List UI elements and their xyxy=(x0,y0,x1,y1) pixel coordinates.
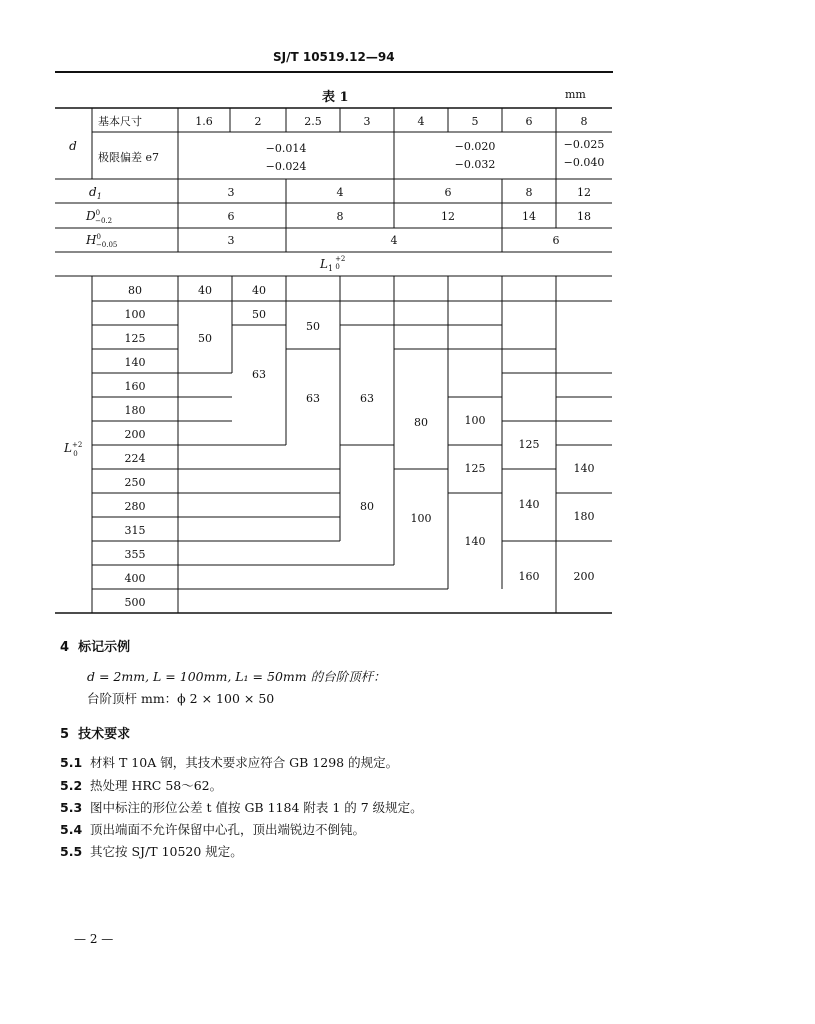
requirement-5.3: 5.3 图中标注的形位公差 t 值按 GB 1184 附表 1 的 7 级规定。 xyxy=(60,800,423,815)
basic-size-2: 2 xyxy=(254,115,262,128)
L1-cell: 180 xyxy=(573,510,595,523)
section-5-number: 5 xyxy=(60,727,70,742)
L-value: 224 xyxy=(124,452,146,465)
basic-size-8: 8 xyxy=(580,115,588,128)
L1-cell: 50 xyxy=(306,320,320,333)
L-value: 100 xyxy=(124,308,146,321)
L-value: 315 xyxy=(124,524,146,537)
section-4-example-line1: d = 2mm, L = 100mm, L₁ = 50mm 的台阶顶杆： xyxy=(87,669,386,684)
H-label: $H^0 -0.05$ xyxy=(86,233,118,249)
tolerance-group2-lower: −0.032 xyxy=(454,158,496,171)
L1-cell: 63 xyxy=(360,392,374,405)
section-4-title: 标记示例 xyxy=(78,640,131,655)
L1-label: $L_1^{+2}$ 0 xyxy=(320,255,346,273)
H-value-3: 6 xyxy=(552,234,560,247)
L1-cell: 160 xyxy=(518,570,540,583)
L-label: $L^{+2}$ 0 xyxy=(64,441,83,458)
D-value-5: 18 xyxy=(577,210,591,223)
L1-cell: 125 xyxy=(464,462,486,475)
d1-value-2: 4 xyxy=(336,186,344,199)
d1-value-5: 12 xyxy=(577,186,591,199)
tolerance-group1-upper: −0.014 xyxy=(265,142,307,155)
tolerance-group1-lower: −0.024 xyxy=(265,160,307,173)
D-value-1: 6 xyxy=(227,210,235,223)
standard-code-header: SJ/T 10519.12—94 xyxy=(273,50,395,64)
L-value: 250 xyxy=(124,476,146,489)
L-value: 125 xyxy=(124,332,146,345)
L1-cell: 40 xyxy=(198,284,212,297)
d1-value-4: 8 xyxy=(525,186,533,199)
L-value: 160 xyxy=(124,380,146,393)
d-symbol: d xyxy=(69,139,77,153)
L1-cell: 140 xyxy=(464,535,486,548)
basic-size-2.5: 2.5 xyxy=(304,115,322,128)
L1-cell: 50 xyxy=(198,332,212,345)
basic-size-5: 5 xyxy=(471,115,479,128)
d1-value-1: 3 xyxy=(227,186,235,199)
section-5-title: 技术要求 xyxy=(78,727,131,742)
table-unit: mm xyxy=(565,88,586,101)
tolerance-label: 极限偏差 e7 xyxy=(98,151,160,164)
d1-label: $d_1$ xyxy=(89,185,102,201)
requirement-5.2: 5.2 热处理 HRC 58～62。 xyxy=(60,778,223,793)
L1-cell: 80 xyxy=(414,416,428,429)
L1-cell: 125 xyxy=(518,438,540,451)
L1-cell: 80 xyxy=(360,500,374,513)
basic-size-3: 3 xyxy=(363,115,371,128)
section-4-example-line2: 台阶顶杆 mm：ϕ 2 × 100 × 50 xyxy=(87,691,275,706)
L-value: 80 xyxy=(128,284,142,297)
L-value: 400 xyxy=(124,572,146,585)
L1-cell: 140 xyxy=(573,462,595,475)
D-label: $D^0 -0.2$ xyxy=(86,209,113,225)
L1-cell: 100 xyxy=(410,512,432,525)
L1-cell: 63 xyxy=(306,392,320,405)
L1-cell: 140 xyxy=(518,498,540,511)
L-value: 140 xyxy=(124,356,146,369)
L-value: 500 xyxy=(124,596,146,609)
requirement-5.1: 5.1 材料 T 10A 钢，其技术要求应符合 GB 1298 的规定。 xyxy=(60,755,399,770)
L-value: 200 xyxy=(124,428,146,441)
H-value-2: 4 xyxy=(390,234,398,247)
tolerance-group2-upper: −0.020 xyxy=(454,140,496,153)
H-value-1: 3 xyxy=(227,234,235,247)
L-value: 355 xyxy=(124,548,146,561)
section-4-heading xyxy=(60,636,130,655)
d1-value-3: 6 xyxy=(444,186,452,199)
L1-cell: 40 xyxy=(252,284,266,297)
basic-size-1.6: 1.6 xyxy=(195,115,213,128)
D-value-3: 12 xyxy=(441,210,455,223)
basic-size-6: 6 xyxy=(525,115,533,128)
D-value-2: 8 xyxy=(336,210,344,223)
tolerance-group3-upper: −0.025 xyxy=(563,138,605,151)
page-number: — 2 — xyxy=(74,932,114,946)
basic-size-label: 基本尺寸 xyxy=(98,115,142,128)
L1-values xyxy=(198,284,595,583)
L1-cell: 50 xyxy=(252,308,266,321)
section-5-heading xyxy=(60,723,130,742)
requirement-5.4: 5.4 顶出端面不允许保留中心孔，顶出端锐边不倒钝。 xyxy=(60,822,366,837)
L-values xyxy=(125,284,146,609)
section-4-number: 4 xyxy=(60,640,70,655)
L1-cell: 100 xyxy=(464,414,486,427)
requirement-5.5: 5.5 其它按 SJ/T 10520 规定。 xyxy=(60,844,243,859)
table-caption: 表 1 xyxy=(322,90,349,105)
L-value: 180 xyxy=(124,404,146,417)
tolerance-group3-lower: −0.040 xyxy=(563,156,605,169)
L-value: 280 xyxy=(124,500,146,513)
basic-size-4: 4 xyxy=(417,115,425,128)
D-value-4: 14 xyxy=(522,210,536,223)
L1-cell: 200 xyxy=(573,570,595,583)
L1-cell: 63 xyxy=(252,368,266,381)
